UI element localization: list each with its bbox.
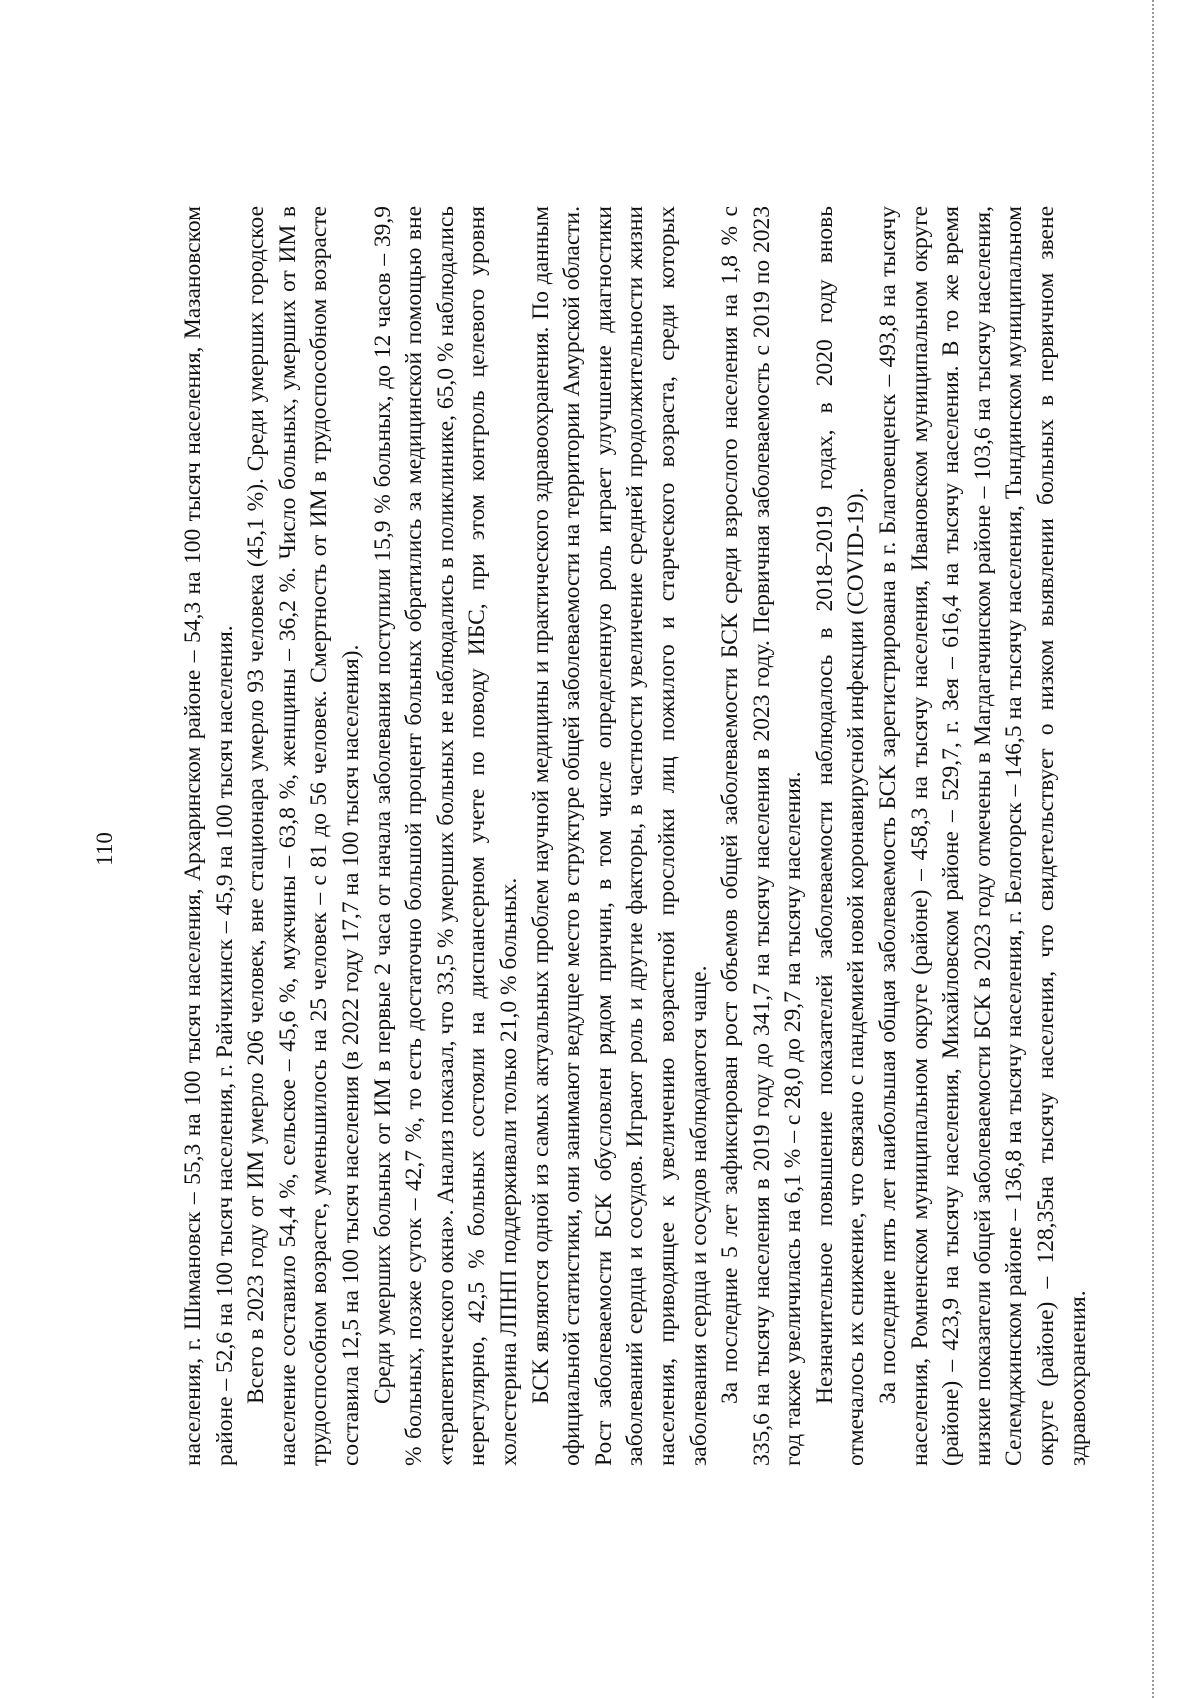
page-number: 110 bbox=[92, 832, 117, 866]
paragraph: БСК являются одной из самых актуальных проблем научной медицины и практического здравоохранения. По данным официальной статистики, они занимают ведущее место в структуре общей заболеваемости на территории Амурской области. Рост заболеваемости БСК обусловлен рядом причин, в том числе определенную роль играет улучшение диагностики заболеваний сердца и сосудов. Играют роль и другие факторы, в частности увеличение средней продолжительности жизни населения, приводящее к увеличению возрастной прослойки лиц пожилого и старческого возраста, среди которых заболевания сердца и сосудов наблюдаются чаще. bbox=[527, 206, 712, 1466]
paragraph: За последние 5 лет зафиксирован рост объемов общей заболеваемости БСК среди взрослого населения на 1,8 % с 335,6 на тысячу населения в 2019 году до 341,7 на тысячу населения в 2023 году. Первичная заболеваемость с 2019 по 2023 год также увеличилась на 6,1 % – с 28,0 до 29,7 на тысячу населения. bbox=[717, 206, 807, 1466]
body-text bbox=[178, 206, 1094, 1466]
paragraph: За последние пять лет наибольшая общая заболеваемость БСК зарегистрирована в г. Благовещенск – 493,8 на тысячу населения, Ромненском муниципальном округе (районе) – 458,3 на тысячу населения, Ивановском муниципальном округе (районе) – 423,9 на тысячу населения, Михайловском районе – 529,7, г. Зея – 616,4 на тысячу населения. В то же время низкие показатели общей заболеваемости БСК в 2023 году отмечены в Магдагачинском районе – 103,6 на тысячу населения, Селемджинском районе – 136,8 на тысячу населения, г. Белогорск – 146,5 на тысячу населения, Тындинском муниципальном округе (районе) – 128,35на тысячу населения, что свидетельствует о низком выявлении больных в первичном звене здравоохранения. bbox=[875, 206, 1091, 1466]
paragraph: населения, г. Шимановск – 55,3 на 100 тысяч населения, Архаринском районе – 54,3 на 100 тысяч населения, Мазановском районе – 52,6 на 100 тысяч населения, г. Райчихинск – 45,9 на 100 тысяч населения. bbox=[180, 206, 238, 1466]
scan-edge-line bbox=[1152, 0, 1154, 1698]
paragraph: Незначительное повышение показателей заболеваемости наблюдалось в 2018–2019 годах, в 2020 году вновь отмечалось их снижение, что связано с пандемией новой коронавирусной инфекции (COVID-19). bbox=[811, 206, 870, 1466]
paragraph: Среди умерших больных от ИМ в первые 2 часа от начала заболевания поступили 15,9 % больных, до 12 часов – 39,9 % больных, позже суток – 42,7 %, то есть достаточно большой процент больных обратились за медицинской помощью вне «терапевтического окна». Анализ показал, что 33,5 % умерших больных не наблюдались в поликлинике, 65,0 % наблюдались нерегулярно, 42,5 % больных состояли на диспансерном учете по поводу ИБС, при этом контроль целевого уровня холестерина ЛПНП поддерживали только 21,0 % больных. bbox=[369, 206, 522, 1466]
paragraph: Всего в 2023 году от ИМ умерло 206 человек, вне стационара умерло 93 человека (45,1 %). Среди умерших городское население составило 54,4 %, сельское – 45,6 %, мужчины – 63,8 %, женщины – 36,2 %. Число больных, умерших от ИМ в трудоспособном возрасте, уменьшилось на 25 человек – с 81 до 56 человек. Смертность от ИМ в трудоспособном возрасте составила 12,5 на 100 тысяч населения (в 2022 году 17,7 на 100 тысяч населения). bbox=[243, 206, 364, 1466]
